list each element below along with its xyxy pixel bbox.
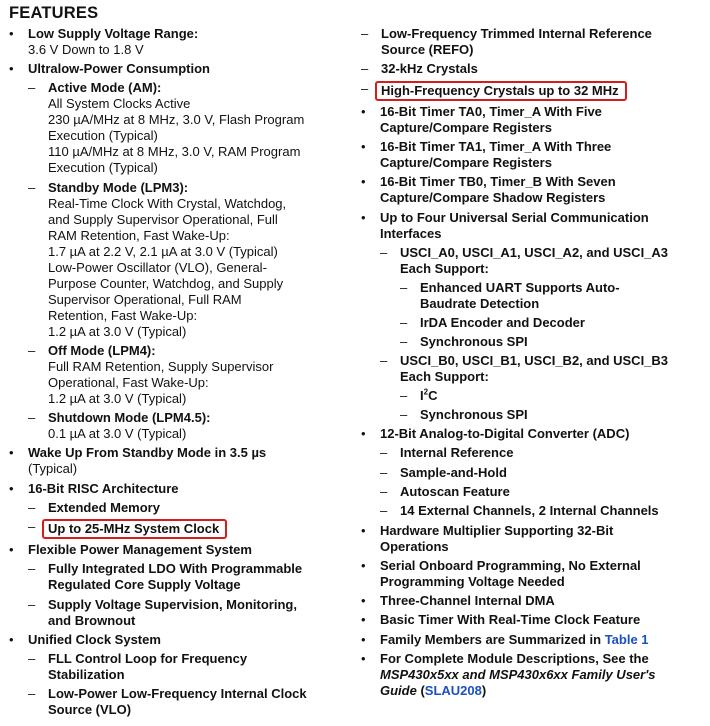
features-right-column bbox=[361, 26, 706, 702]
standby-mode-item: – Standby Mode (LPM3): Real-Time Clock With Crystal, Watchdog, and Supply Supervisor Operational, Full RAM Retention, Fast Wake-Up: 1.7 µA at 2.2 V, 2.1 µA at 3.0 V (Typical) Low-Power Oscillator (VLO), General- Purpose Counter, Watchdog, and Supply Supervisor Operational, Full RAM Retention, Fast Wake-Up: 1.2 µA at 3.0 V (Typical) bbox=[28, 180, 357, 340]
adc-sample-hold: – Sample-and-Hold bbox=[380, 465, 706, 481]
usci-b-item: – USCI_B0, USCI_B1, USCI_B2, and USCI_B3 Each Support: – $I^2C$ – Synchronous SPI bbox=[380, 353, 706, 423]
supply-supervision-item: – Supply Voltage Supervision, Monitoring, and Brownout bbox=[28, 597, 357, 629]
feature-timer-tb0: • 16-Bit Timer TB0, Timer_B With Seven Capture/Compare Shadow Registers bbox=[361, 174, 706, 206]
adc-autoscan: – Autoscan Feature bbox=[380, 484, 706, 500]
spi-a-item: – Synchronous SPI bbox=[400, 334, 706, 350]
adc-internal-reference: – Internal Reference bbox=[380, 445, 706, 461]
highlight-box-hf-crystal: High-Frequency Crystals up to 32 MHz bbox=[375, 81, 627, 101]
ldo-item: – Fully Integrated LDO With Programmable Regulated Core Supply Voltage bbox=[28, 561, 357, 593]
page-title: FEATURES bbox=[9, 4, 99, 22]
system-clock-item bbox=[28, 519, 357, 539]
features-left-column bbox=[9, 26, 357, 722]
feature-supply-voltage: • Low Supply Voltage Range: 3.6 V Down to 1.8 V bbox=[9, 26, 357, 58]
feature-risc-architecture: • 16-Bit RISC Architecture – Extended Memory – Up to 25-MHz System Clock bbox=[9, 481, 357, 539]
off-mode-item: – Off Mode (LPM4): Full RAM Retention, Supply Supervisor Operational, Fast Wake-Up: 1.2 µA at 3.0 V (Typical) bbox=[28, 343, 357, 407]
active-mode-item: – Active Mode (AM): All System Clocks Active 230 µA/MHz at 8 MHz, 3.0 V, Flash Program Execution (Typical) 110 µA/MHz at 8 MHz, 3.0 V, RAM Program Execution (Typical) bbox=[28, 80, 357, 176]
spi-b-item: – Synchronous SPI bbox=[400, 407, 706, 423]
usci-a-item: – USCI_A0, USCI_A1, USCI_A2, and USCI_A3 Each Support: – Enhanced UART Supports Auto- Baudrate Detection – IrDA Encoder and Decoder – Synchronous SPI bbox=[380, 245, 706, 350]
feature-module-descriptions: • For Complete Module Descriptions, See the MSP430x5xx and MSP430x6xx Family User's Guide (SLAU208) bbox=[361, 651, 706, 699]
feature-timer-ta0: • 16-Bit Timer TA0, Timer_A With Five Capture/Compare Registers bbox=[361, 104, 706, 136]
feature-timer-ta1: • 16-Bit Timer TA1, Timer_A With Three Capture/Compare Registers bbox=[361, 139, 706, 171]
table-1-link[interactable]: Table 1 bbox=[604, 631, 649, 647]
feature-rtc: • Basic Timer With Real-Time Clock Feature bbox=[361, 612, 706, 628]
feature-unified-clock: • Unified Clock System – FLL Control Loop for Frequency Stabilization – Low-Power Low-Frequency Internal Clock Source (VLO) bbox=[9, 632, 357, 718]
shutdown-mode-item: – Shutdown Mode (LPM4.5): 0.1 µA at 3.0 V (Typical) bbox=[28, 410, 357, 442]
extended-memory-item: – Extended Memory bbox=[28, 500, 357, 516]
feature-usci: • Up to Four Universal Serial Communication Interfaces – USCI_A0, USCI_A1, USCI_A2, and USCI_A3 Each Support: – Enhanced UART Supports Auto- Baudrate Detection – IrDA Encoder and Decoder – Synchronous SPI – USCI_B0, USCI_B1, USCI_B2, and USCI_B3 Each Support: – $I^2C$ – Synchronous SPI bbox=[361, 210, 706, 423]
feature-family-members: • Family Members are Summarized in Table 1 bbox=[361, 632, 706, 648]
feature-power-management: • Flexible Power Management System – Fully Integrated LDO With Programmable Regulated Core Supply Voltage – Supply Voltage Supervision, Monitoring, and Brownout bbox=[9, 542, 357, 628]
crystal-hf-item bbox=[361, 81, 706, 101]
uart-item: – Enhanced UART Supports Auto- Baudrate Detection bbox=[400, 280, 706, 312]
feature-adc: • 12-Bit Analog-to-Digital Converter (ADC) – Internal Reference – Sample-and-Hold – Autoscan Feature – 14 External Channels, 2 Internal Channels bbox=[361, 426, 706, 519]
crystal-32k-item: – 32-kHz Crystals bbox=[361, 61, 706, 77]
refo-item: – Low-Frequency Trimmed Internal Reference Source (REFO) bbox=[361, 26, 706, 58]
feature-ultralow-power: • Ultralow-Power Consumption – Active Mode (AM): All System Clocks Active 230 µA/MHz at 8 MHz, 3.0 V, Flash Program Execution (Typical) 110 µA/MHz at 8 MHz, 3.0 V, RAM Program Execution (Typical) – Standby Mode (LPM3): Real-Time Clock With Crystal, Watchdog, and Supply Supervisor Operational, Full RAM Retention, Fast Wake-Up: 1.7 µA at 2.2 V, 2.1 µA at 3.0 V (Typical) Low-Power Oscillator (VLO), General- Purpose Counter, Watchdog, and Supply Supervisor Operational, Full RAM Retention, Fast Wake-Up: 1.2 µA at 3.0 V (Typical) – Off Mode (LPM4): Full RAM Retention, Supply Supervisor Operational, Fast Wake-Up: 1.2 µA at 3.0 V (Typical) – Shutdown Mode (LPM4.5): 0.1 µA at 3.0 V (Typical) bbox=[9, 61, 357, 442]
highlight-box-system-clock: Up to 25-MHz System Clock bbox=[42, 519, 227, 539]
i2c-item: – $I^2C$ bbox=[400, 388, 706, 404]
adc-channels: – 14 External Channels, 2 Internal Channels bbox=[380, 503, 706, 519]
vlo-item: – Low-Power Low-Frequency Internal Clock Source (VLO) bbox=[28, 686, 357, 718]
feature-dma: • Three-Channel Internal DMA bbox=[361, 593, 706, 609]
irda-item: – IrDA Encoder and Decoder bbox=[400, 315, 706, 331]
slau208-link[interactable]: SLAU208 bbox=[424, 683, 482, 699]
fll-item: – FLL Control Loop for Frequency Stabilization bbox=[28, 651, 357, 683]
feature-wakeup: • Wake Up From Standby Mode in 3.5 µs (Typical) bbox=[9, 445, 357, 477]
feature-serial-programming: • Serial Onboard Programming, No External Programming Voltage Needed bbox=[361, 558, 706, 590]
feature-multiplier: • Hardware Multiplier Supporting 32-Bit Operations bbox=[361, 523, 706, 555]
